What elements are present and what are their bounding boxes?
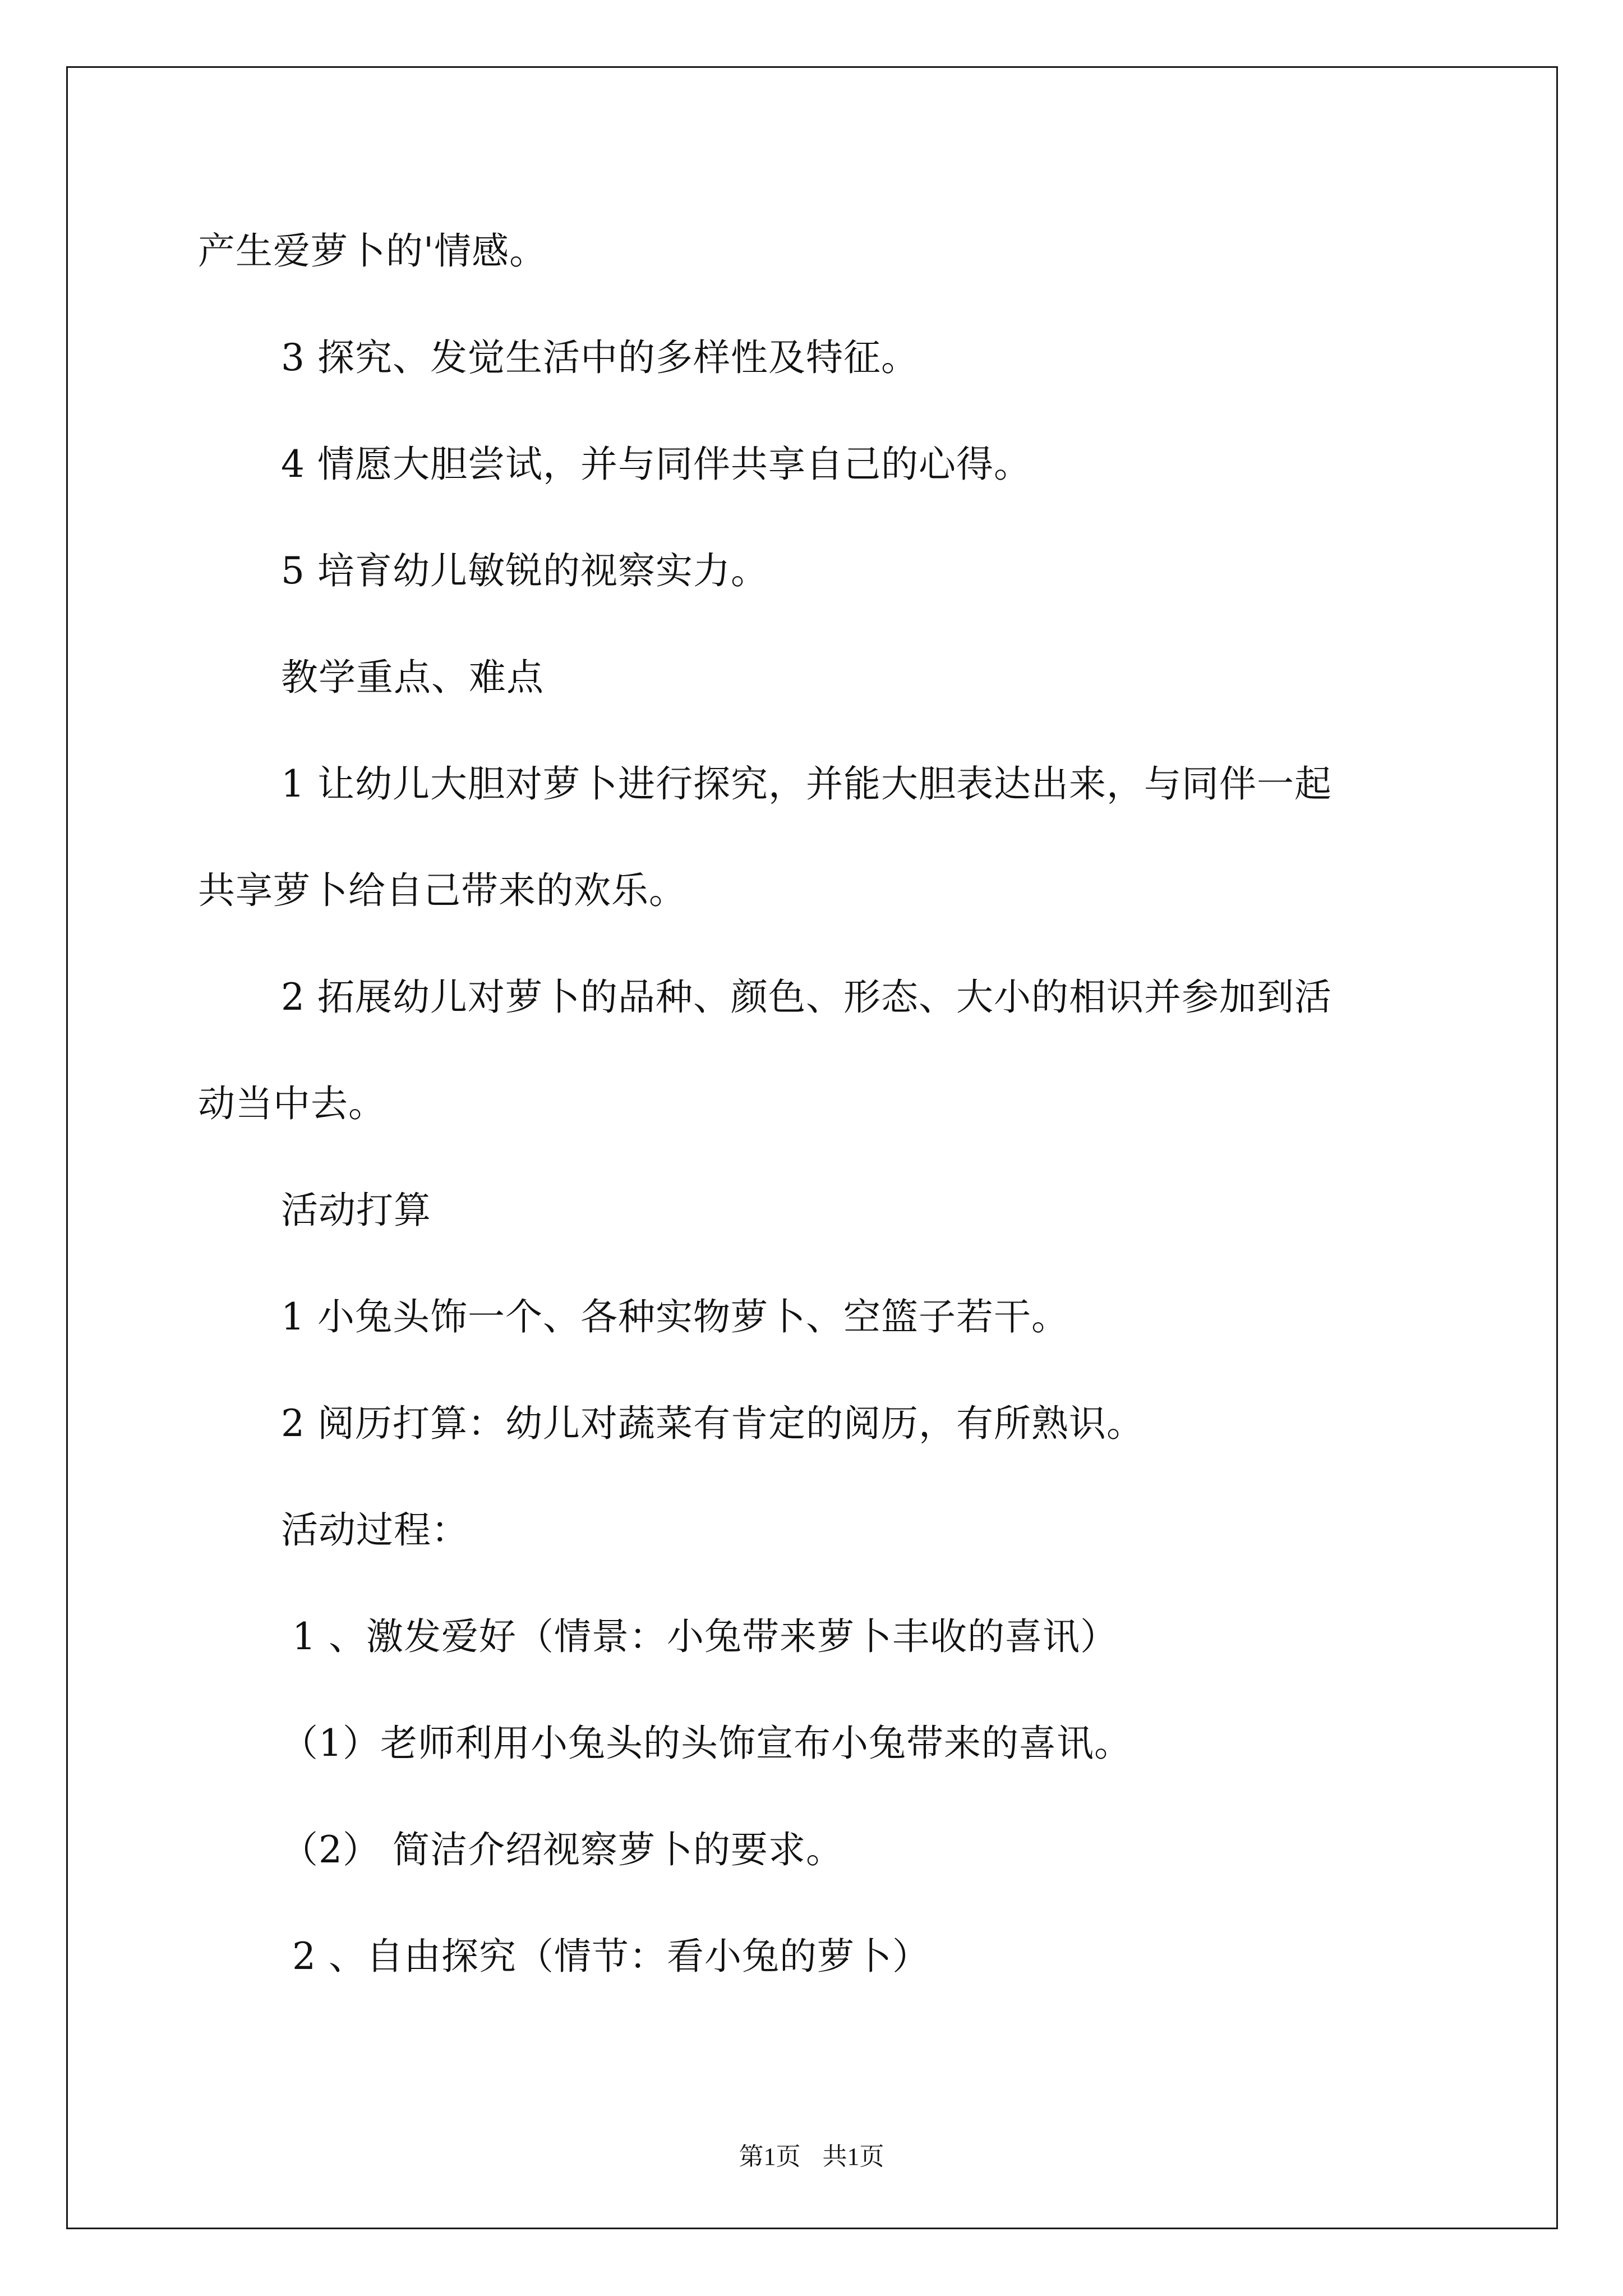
text-line: （1）老师利用小兔头的头饰宣布小兔带来的喜讯。 (281, 1722, 1132, 1765)
text-line: 1 、激发爱好（情景：小兔带来萝卜丰收的喜讯） (292, 1615, 1118, 1658)
text-line: 1 让幼儿大胆对萝卜进行探究，并能大胆表达出来，与同伴一起 (281, 762, 1332, 806)
page-footer (0, 2141, 1623, 2173)
page-number: 第1页 (739, 2143, 801, 2170)
text-line: 2 、自由探究（情节：看小兔的萝卜） (292, 1935, 930, 1978)
page-border (66, 66, 1558, 2229)
text-line: 4 情愿大胆尝试，并与同伴共享自己的心得。 (281, 443, 1031, 486)
text-line: 共享萝卜给自己带来的欢乐。 (198, 869, 686, 912)
section-heading: 活动过程： (281, 1508, 469, 1552)
text-line: 动当中去。 (198, 1082, 386, 1125)
text-line: 5 培育幼儿敏锐的视察实力。 (281, 549, 768, 592)
text-line: 2 拓展幼儿对萝卜的品种、颜色、形态、大小的相识并参加到活 (281, 976, 1332, 1019)
text-line: （2） 简洁介绍视察萝卜的要求。 (281, 1828, 843, 1871)
text-line: 2 阅历打算：幼儿对蔬菜有肯定的阅历，有所熟识。 (281, 1402, 1144, 1445)
text-line: 1 小兔头饰一个、各种实物萝卜、空篮子若干。 (281, 1295, 1069, 1338)
page-total: 共1页 (822, 2143, 884, 2170)
section-heading: 活动打算 (281, 1189, 431, 1232)
text-line: 产生爱萝卜的'情感。 (198, 229, 547, 273)
text-line: 3 探究、发觉生活中的多样性及特征。 (281, 336, 919, 379)
section-heading: 教学重点、难点 (281, 656, 544, 699)
